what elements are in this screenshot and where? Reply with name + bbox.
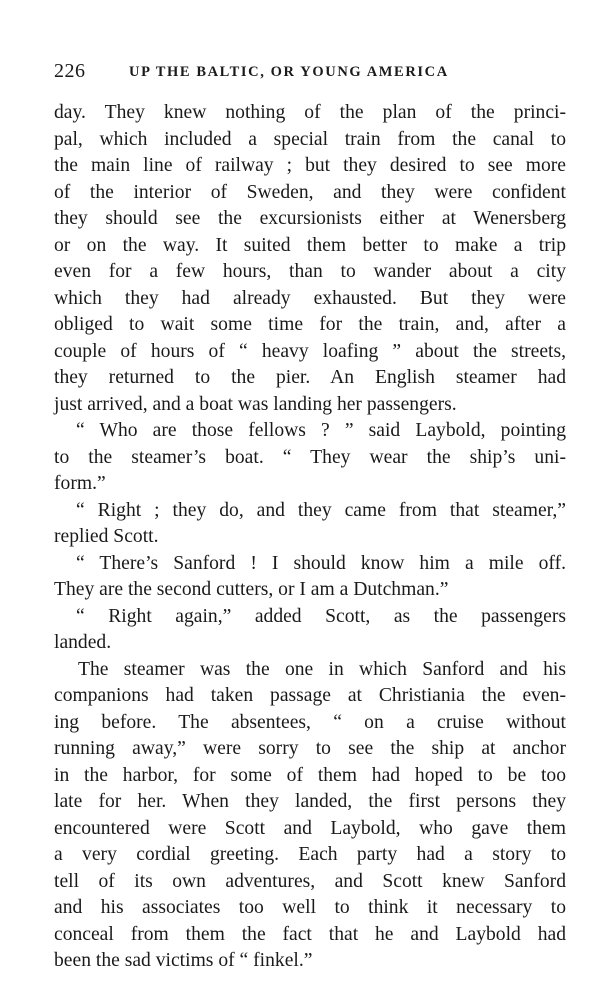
text-line: a very cordial greeting. Each party had a story to (54, 844, 566, 865)
text-line: in the harbor, for some of them had hoped to be too (54, 764, 566, 786)
text-line: obliged to wait some time for the train, and, after a (54, 314, 566, 335)
text-line: of the interior of Sweden, and they were confident (54, 181, 566, 203)
text-line: couple of hours of “ heavy loafing ” about the streets, (54, 340, 566, 362)
text-line: conceal from them the fact that he and Laybold had (54, 923, 566, 945)
text-line: “ There’s Sanford ! I should know him a mile off. (76, 552, 566, 574)
text-line: even for a few hours, than to wander about a city (54, 261, 566, 282)
text-line: form.” (54, 473, 106, 494)
text-line: landed. (54, 632, 112, 653)
running-title: UP THE BALTIC, OR YOUNG AMERICA (129, 64, 449, 80)
text-line: they returned to the pier. An English steamer had (54, 367, 566, 388)
text-line: companions had taken passage at Christiania the even- (54, 685, 566, 706)
text-line: late for her. When they landed, the first persons they (54, 791, 566, 812)
text-line: The steamer was the one in which Sanford and his (78, 658, 566, 680)
page-header (54, 60, 569, 88)
text-line: the main line of railway ; but they desired to see more (54, 155, 566, 176)
text-line: or on the way. It suited them better to make a trip (54, 234, 566, 256)
text-line: just arrived, and a boat was landing her passengers. (54, 393, 457, 415)
text-line: encountered were Scott and Laybold, who gave them (54, 817, 566, 839)
text-line: “ Right ; they do, and they came from that steamer,” (76, 499, 566, 521)
text-line: “ Right again,” added Scott, as the passengers (76, 605, 566, 627)
text-line: which they had already exhausted. But they were (54, 287, 566, 309)
text-line: running away,” were sorry to see the ship at anchor (54, 738, 566, 759)
text-line: replied Scott. (54, 526, 159, 547)
text-line: “ Who are those fellows ? ” said Laybold, pointing (76, 420, 566, 441)
page-number: 226 (54, 60, 86, 82)
text-line: pal, which included a special train from the canal to (54, 128, 566, 150)
text-line: day. They knew nothing of the plan of the princi- (54, 102, 566, 123)
text-line: to the steamer’s boat. “ They wear the ship’s uni- (54, 446, 566, 468)
text-line: tell of its own adventures, and Scott knew Sanford (54, 870, 566, 892)
body-text (54, 100, 566, 975)
text-line: and his associates too well to think it necessary to (54, 897, 566, 918)
text-line: they should see the excursionists either at Wenersberg (54, 208, 566, 229)
text-line: ing before. The absentees, “ on a cruise without (54, 711, 566, 733)
text-line: been the sad victims of “ finkel.” (54, 950, 313, 971)
text-line: They are the second cutters, or I am a Dutchman.” (54, 579, 449, 600)
